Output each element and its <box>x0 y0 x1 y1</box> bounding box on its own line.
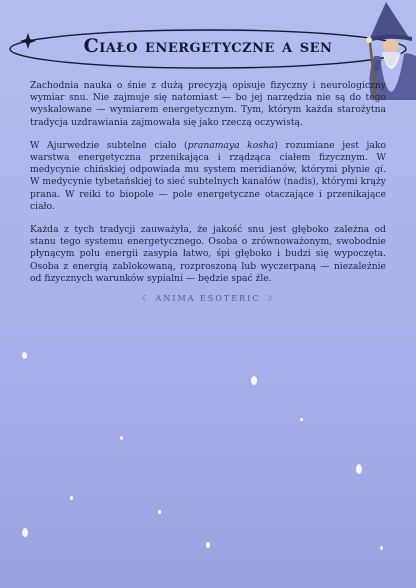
page-title: Ciało energetyczne a sen <box>83 35 333 57</box>
article-body <box>30 80 386 296</box>
paragraph-2: W Ajurwedzie subtelne ciało (pranamaya kosha) rozumiane jest jako warstwa energetyczna przenikająca i rządząca ciałem fizycznym. W medycynie chińskiej odpowiada mu system meridianów, którymi płynie qi. W medycynie tybetańskiej to sieć subtelnych kanałów (nadis), którymi krąży prana. W reiki to biopole — pole energetyczne otaczające i przenikające ciało. <box>30 139 386 212</box>
term-qi: qi <box>374 164 384 176</box>
snow-dot <box>70 496 73 500</box>
snow-dot <box>380 546 383 550</box>
footer-signature: ☾ ANIMA ESOTERIC ☽ <box>141 294 275 303</box>
snow-dot <box>120 436 123 440</box>
snow-dot <box>300 418 303 421</box>
snow-dot <box>22 352 27 359</box>
paragraph-3: Każda z tych tradycji zauważyła, że jakość snu jest głęboko zależna od stanu tego systemu energetycznego. Osoba o zrównoważonym, swobodnie płynącym polu energii zasypia łatwo, śpi głęboko i budzi się wypoczęta. Osoba z energią zablokowaną, rozproszoną lub wyczerpaną — niezależnie od fizycznych warunków sypialni — będzie spać źle. <box>30 224 386 284</box>
paragraph-1: Zachodnia nauka o śnie z dużą precyzją opisuje fizyczny i neurologiczny wymiar snu. Nie zajmuje się natomiast — bo jej narzędzia nie są do tego wyskalowane — wymiarem energetycznym. Tym, którym każda starożytna tradycja uzdrawiania zajmowała się jako rzeczą oczywistą. <box>30 80 386 128</box>
snow-dot <box>22 528 28 537</box>
snow-dot <box>356 464 362 474</box>
snow-dot <box>206 542 210 548</box>
snow-dot <box>158 510 161 514</box>
term-pranamaya-kosha: pranamaya kosha <box>187 139 275 151</box>
snow-dot <box>251 376 257 385</box>
